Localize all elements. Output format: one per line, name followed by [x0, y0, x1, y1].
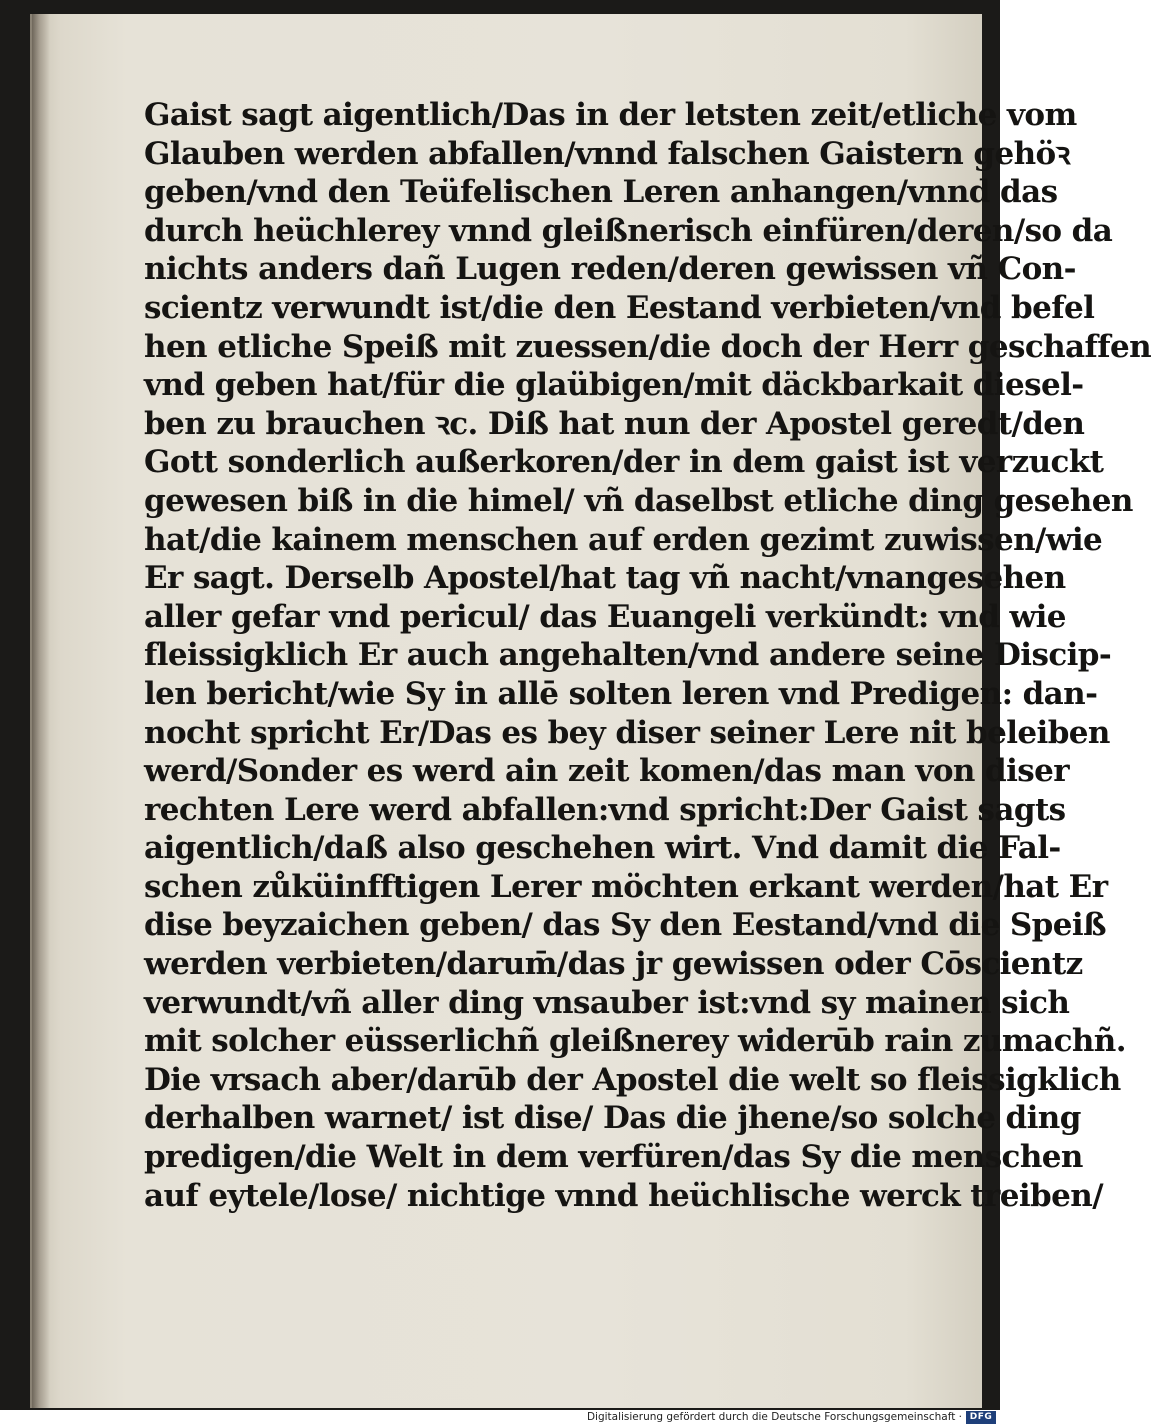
- text-line: Glauben werden abfallen/vnnd falschen Gaistern gehö͏ꝛ: [144, 135, 1070, 172]
- text-line: mit solcher eüsserlichñ gleißnerey widerūb rain zumachñ.: [144, 1023, 1126, 1060]
- page-text-block: [144, 96, 1151, 1215]
- book-page: [30, 14, 1151, 1408]
- text-line: schen zůküinfftigen Lerer möchten erkant werden/hat Er: [144, 868, 1108, 905]
- text-line: aller gefar vnd pericul/ das Euangeli verkündt: vnd wie: [144, 598, 1066, 635]
- text-line: nocht spricht Er/Das es bey diser seiner Lere nit beleiben: [144, 714, 1110, 751]
- text-line: Die vrsach aber/darūb der Apostel die welt so fleissigklich: [144, 1061, 1121, 1098]
- text-line: len bericht/wie Sy in allē solten leren vnd Predigen: dan-: [144, 675, 1098, 712]
- text-line: durch heüchlerey vnnd gleißnerisch einfüren/deren/so da: [144, 212, 1113, 249]
- text-line: derhalben warnet/ ist dise/ Das die jhene/so solche ding: [144, 1100, 1081, 1137]
- text-line: Gott sonderlich außerkoren/der in dem gaist ist verzuckt: [144, 444, 1104, 481]
- page-gutter-edge: [32, 14, 50, 1408]
- text-line: aigentlich/daß also geschehen wirt. Vnd damit die Fal-: [144, 830, 1061, 867]
- funding-credit: Digitalisierung gefördert durch die Deutsche Forschungsgemeinschaft ·: [586, 1411, 962, 1423]
- text-line: predigen/die Welt in dem verfüren/das Sy die menschen: [144, 1139, 1083, 1176]
- text-line: ben zu brauchen ꝛc. Diß hat nun der Apostel geredt/den: [144, 405, 1085, 442]
- text-line: werden verbieten/darum̄/das jr gewissen oder Cōscientz: [144, 946, 1083, 983]
- text-line: geben/vnd den Teüfelischen Leren anhangen/vnnd das: [144, 174, 1058, 211]
- text-line: fleissigklich Er auch angehalten/vnd andere seine Discip-: [144, 637, 1112, 674]
- text-line: dise beyzaichen geben/ das Sy den Eestand/vnd die Speiß: [144, 907, 1106, 944]
- text-line: gewesen biß in die himel/ vñ daselbst etliche ding gesehen: [144, 482, 1133, 519]
- text-line: hat/die kainem menschen auf erden gezimt zuwissen/wie: [144, 521, 1103, 558]
- text-line: verwundt/vñ aller ding vnsauber ist:vnd sy mainen sich: [144, 984, 1070, 1021]
- dfg-logo-icon: DFG: [966, 1411, 996, 1424]
- text-line: nichts anders dañ Lugen reden/deren gewissen vñ Con-: [144, 251, 1076, 288]
- text-line: vnd geben hat/für die glaübigen/mit däckbarkait diesel-: [144, 367, 1084, 404]
- text-line: Gaist sagt aigentlich/Das in der letsten zeit/etliche vom: [144, 97, 1077, 133]
- text-line: auf eytele/lose/ nichtige vnnd heüchlische werck treiben/: [144, 1177, 1103, 1214]
- text-line: Er sagt. Derselb Apostel/hat tag vñ nacht/vnangesehen: [144, 560, 1066, 597]
- digitization-footer: [0, 1410, 1000, 1426]
- text-line: scientz verwundt ist/die den Eestand verbieten/vnd befel: [144, 289, 1095, 326]
- text-line: hen etliche Speiß mit zuessen/die doch der Herr geschaffen: [144, 328, 1151, 365]
- text-line: rechten Lere werd abfallen:vnd spricht:Der Gaist sagts: [144, 791, 1066, 828]
- text-line: werd/Sonder es werd ain zeit komen/das man von diser: [144, 753, 1070, 790]
